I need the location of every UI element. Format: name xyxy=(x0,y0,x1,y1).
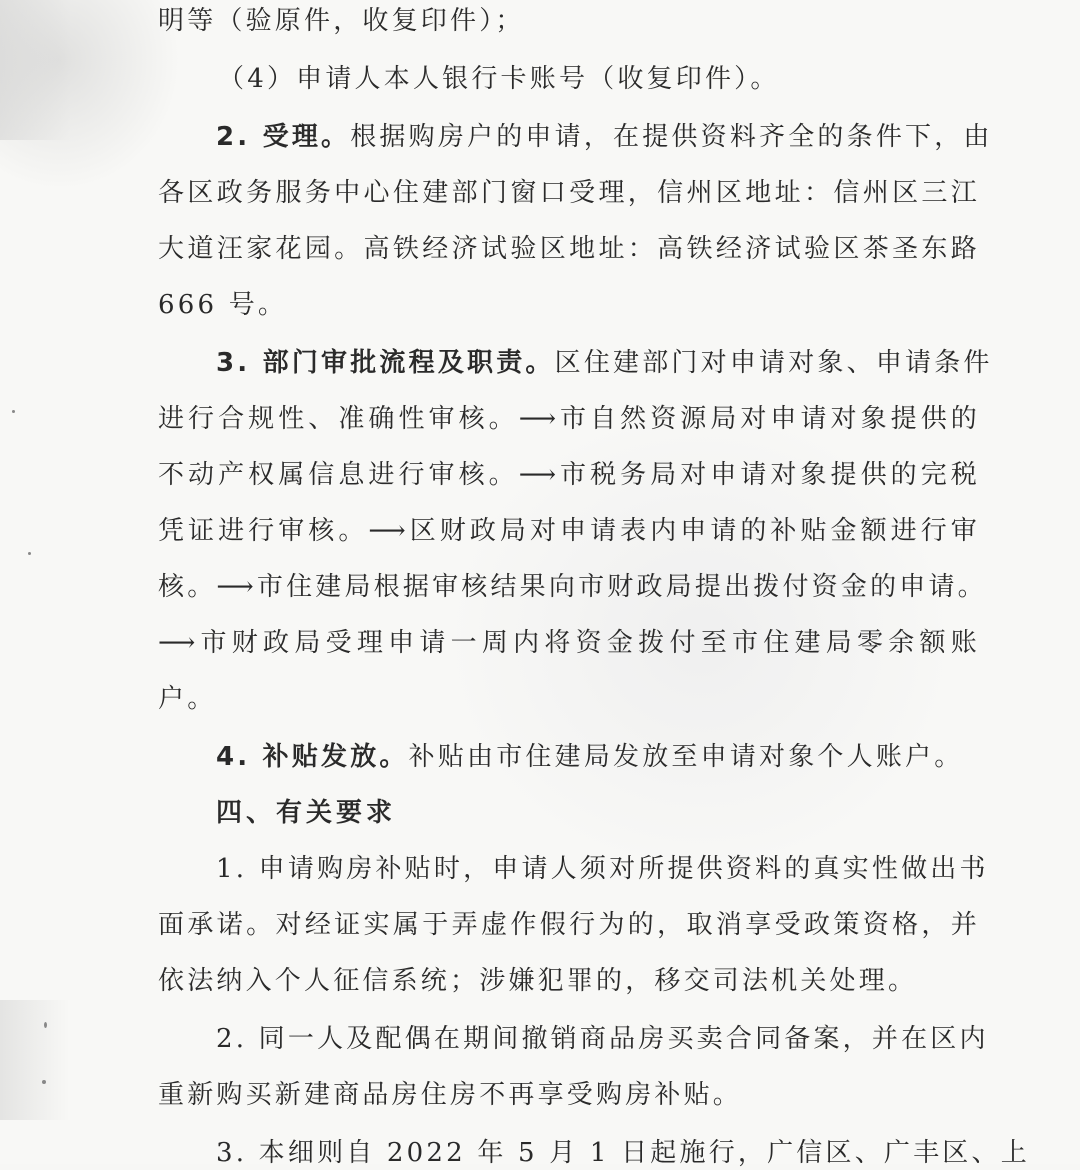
line-text: 进行合规性、准确性审核。⟶市自然资源局对申请对象提供的 xyxy=(158,404,980,434)
text-line xyxy=(158,514,980,548)
scan-shadow xyxy=(0,1000,70,1120)
line-text: 2. 同一人及配偶在期间撤销商品房买卖合同备案，并在区内 xyxy=(216,1024,989,1054)
line-text: 666 号。 xyxy=(158,290,288,320)
line-text: 补贴由市住建局发放至申请对象个人账户。 xyxy=(408,742,964,772)
paragraph-line xyxy=(216,740,980,774)
text-line xyxy=(158,964,980,998)
line-text: 核。⟶市住建局根据审核结果向市财政局提出拨付资金的申请。 xyxy=(158,572,987,602)
text-line xyxy=(158,682,980,716)
paragraph-line xyxy=(216,346,993,380)
line-text: 凭证进行审核。⟶区财政局对申请表内申请的补贴金额进行审 xyxy=(158,516,980,546)
text-line xyxy=(218,62,980,96)
line-text: 区住建部门对申请对象、申请条件 xyxy=(554,348,993,378)
line-text: 各区政务服务中心住建部门窗口受理，信州区地址：信州区三江 xyxy=(158,178,980,208)
section-heading xyxy=(216,796,980,830)
scan-speck xyxy=(44,1022,47,1028)
line-text: 依法纳入个人征信系统；涉嫌犯罪的，移交司法机关处理。 xyxy=(158,966,918,996)
line-text: 大道汪家花园。高铁经济试验区地址：高铁经济试验区茶圣东路 xyxy=(158,234,980,264)
section-lead: 3. 部门审批流程及职责。 xyxy=(216,348,555,378)
text-line xyxy=(158,570,987,604)
line-text: 明等（验原件，收复印件）； xyxy=(158,6,525,36)
text-line xyxy=(158,908,980,942)
scan-shadow xyxy=(0,0,70,140)
paragraph-line xyxy=(216,852,989,886)
line-text: 1. 申请购房补贴时，申请人须对所提供资料的真实性做出书 xyxy=(216,854,989,884)
scan-speck xyxy=(42,1080,46,1084)
line-text: 不动产权属信息进行审核。⟶市税务局对申请对象提供的完税 xyxy=(158,460,980,490)
text-line xyxy=(158,626,980,660)
text-line xyxy=(158,176,980,210)
scan-speck xyxy=(28,552,31,555)
line-text: （4）申请人本人银行卡账号（收复印件）。 xyxy=(218,64,780,94)
text-line xyxy=(158,1078,980,1112)
section-lead: 2. 受理。 xyxy=(216,122,351,152)
line-text: 户。 xyxy=(158,684,217,714)
text-line xyxy=(158,458,980,492)
heading-text: 四、有关要求 xyxy=(216,798,397,828)
scan-speck xyxy=(12,410,15,413)
section-lead: 4. 补贴发放。 xyxy=(216,742,409,772)
text-line xyxy=(158,232,980,266)
line-text: 重新购买新建商品房住房不再享受购房补贴。 xyxy=(158,1080,743,1110)
paragraph-line xyxy=(216,1022,989,1056)
text-line xyxy=(158,402,980,436)
text-line xyxy=(158,4,980,38)
paragraph-line xyxy=(216,120,993,154)
paragraph-line xyxy=(216,1136,1030,1170)
line-text: 根据购房户的申请，在提供资料齐全的条件下，由 xyxy=(350,122,993,152)
text-line xyxy=(158,288,980,322)
line-text: ⟶市财政局受理申请一周内将资金拨付至市住建局零余额账 xyxy=(158,628,980,658)
line-text: 面承诺。对经证实属于弄虚作假行为的，取消享受政策资格，并 xyxy=(158,910,980,940)
line-text: 3. 本细则自 2022 年 5 月 1 日起施行，广信区、广丰区、上 xyxy=(216,1138,1030,1168)
